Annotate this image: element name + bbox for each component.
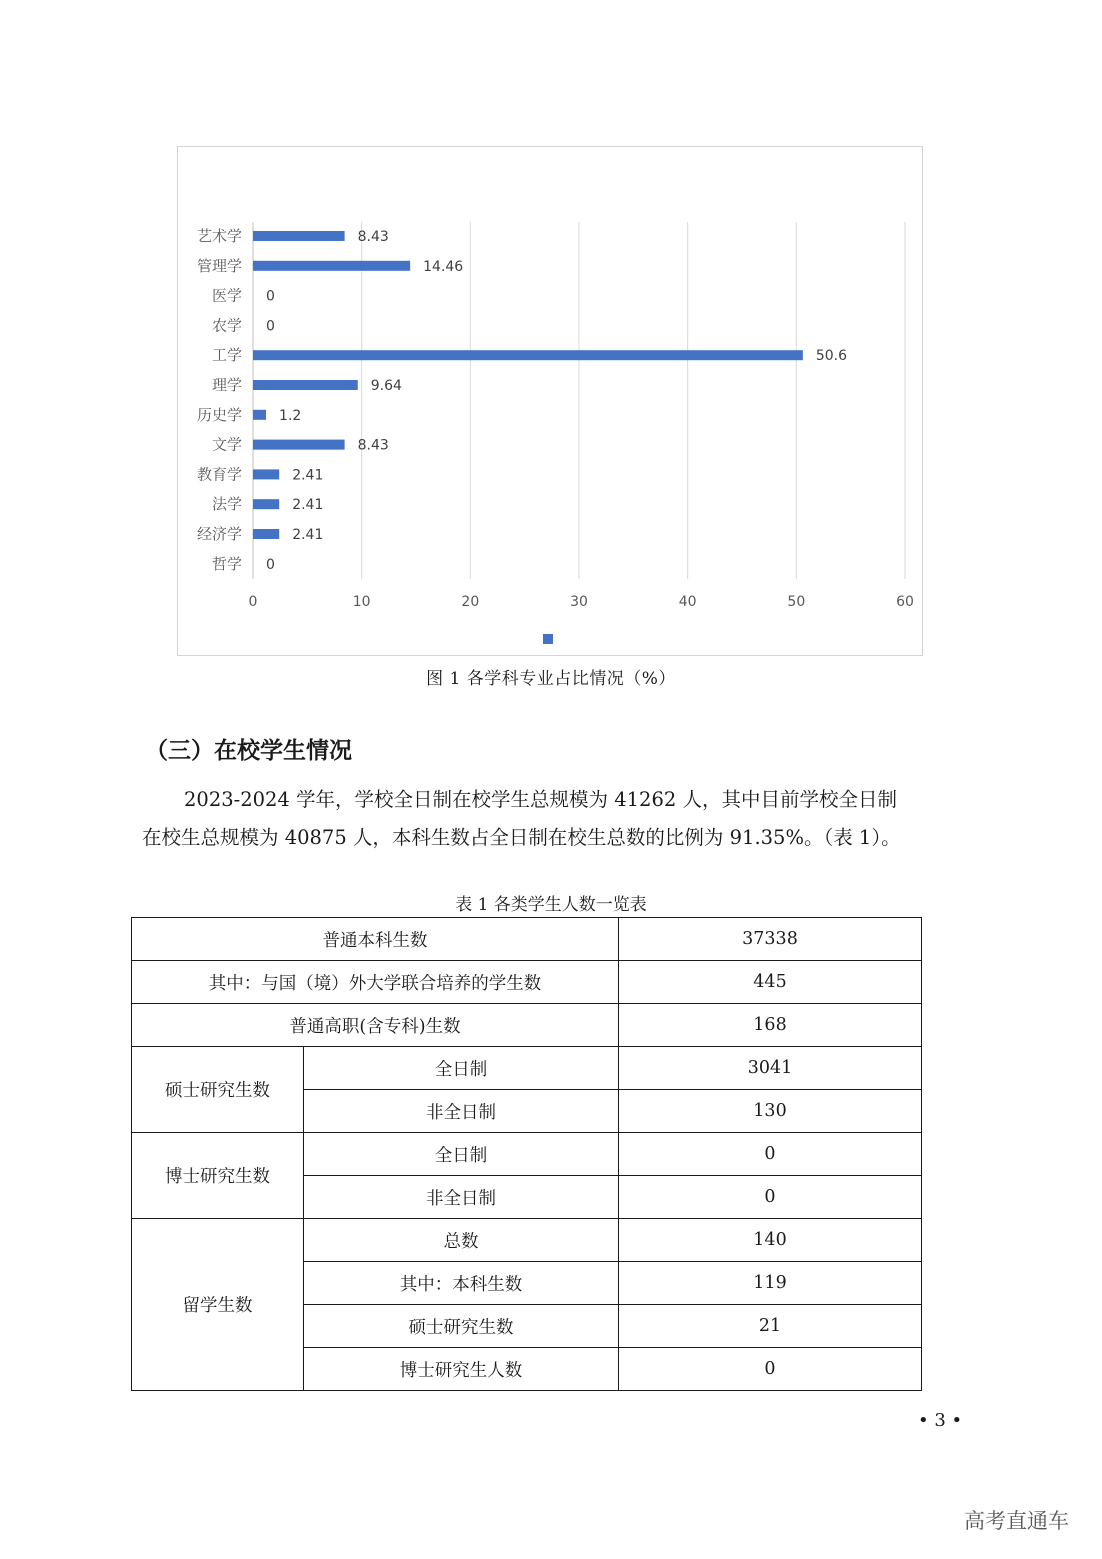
table-cell-value: 130	[619, 1090, 922, 1133]
value-label: 2.41	[292, 467, 324, 484]
x-tick-label: 20	[461, 594, 480, 610]
table-group-label: 留学生数	[132, 1219, 304, 1391]
table-cell-label: 总数	[304, 1219, 619, 1262]
table-cell-value: 0	[619, 1133, 922, 1176]
table-cell-label: 其中：与国（境）外大学联合培养的学生数	[132, 961, 619, 1004]
table-row	[132, 1219, 922, 1262]
category-label: 经济学	[196, 525, 242, 543]
table-cell-value: 0	[619, 1348, 922, 1391]
category-label: 医学	[211, 286, 242, 305]
table-cell-label: 博士研究生人数	[304, 1348, 619, 1391]
table-cell-label: 普通高职(含专科)生数	[132, 1004, 619, 1047]
table-row	[132, 1047, 922, 1090]
table-cell-value: 21	[619, 1305, 922, 1348]
value-label: 8.43	[357, 229, 389, 245]
value-label: 14.46	[423, 258, 464, 275]
x-tick-label: 60	[896, 594, 914, 610]
table-row	[132, 961, 922, 1004]
legend-marker	[543, 634, 553, 644]
category-label: 工学	[211, 346, 242, 365]
bar	[253, 469, 279, 479]
table-row	[132, 1004, 922, 1047]
table-cell-label: 非全日制	[304, 1090, 619, 1133]
bar	[253, 440, 345, 450]
table-cell-value: 37338	[619, 918, 922, 961]
table-cell-value: 168	[619, 1004, 922, 1047]
value-label: 2.41	[292, 527, 324, 543]
table-cell-label: 非全日制	[304, 1176, 619, 1219]
paragraph-line-1: 2023-2024 学年，学校全日制在校学生总规模为 41262 人，其中目前学校全日制	[184, 788, 897, 811]
table-row	[132, 918, 922, 961]
paragraph-line-2: 在校生总规模为 40875 人，本科生数占全日制在校生总数的比例为 91.35%。（表 1）。	[142, 826, 901, 849]
figure-caption: 图 1 各学科专业占比情况（%）	[426, 669, 676, 689]
category-label: 文学	[211, 435, 242, 454]
bar	[253, 410, 266, 420]
table-row	[132, 1133, 922, 1176]
bar	[253, 529, 279, 539]
table-cell-label: 其中：本科生数	[304, 1262, 619, 1305]
student-count-table	[131, 917, 922, 1391]
table-caption: 表 1 各类学生人数一览表	[455, 895, 647, 915]
value-label: 9.64	[370, 378, 402, 394]
table-cell-value: 0	[619, 1176, 922, 1219]
x-tick-label: 10	[352, 594, 371, 610]
page-number: • 3 •	[918, 1410, 963, 1431]
value-label: 2.41	[292, 497, 324, 514]
value-label: 8.43	[357, 437, 389, 454]
bar	[253, 499, 279, 509]
table-cell-value: 445	[619, 961, 922, 1004]
table-cell-value: 119	[619, 1262, 922, 1305]
value-label: 1.2	[279, 407, 302, 424]
category-label: 教育学	[196, 465, 242, 484]
table-cell-label: 普通本科生数	[132, 918, 619, 961]
category-label: 管理学	[196, 256, 242, 275]
category-label: 法学	[211, 495, 242, 514]
chart-svg	[178, 147, 924, 657]
category-label: 理学	[211, 376, 242, 394]
bar	[253, 231, 345, 241]
table-cell-label: 全日制	[304, 1047, 619, 1090]
value-label: 0	[266, 318, 275, 335]
watermark: 高考直通车	[964, 1509, 1069, 1533]
bar	[253, 261, 410, 271]
category-label: 艺术学	[196, 227, 242, 245]
bar	[253, 350, 803, 360]
table-cell-label: 全日制	[304, 1133, 619, 1176]
category-label: 历史学	[196, 405, 242, 424]
x-tick-label: 50	[787, 594, 806, 610]
value-label: 50.6	[815, 348, 848, 365]
x-tick-label: 0	[248, 594, 258, 610]
table-cell-value: 140	[619, 1219, 922, 1262]
x-tick-label: 40	[678, 594, 697, 610]
value-label: 0	[266, 288, 275, 305]
section-heading: （三）在校学生情况	[145, 738, 352, 764]
table-cell-value: 3041	[619, 1047, 922, 1090]
x-tick-label: 30	[570, 594, 588, 610]
table-group-label: 硕士研究生数	[132, 1047, 304, 1133]
table-cell-label: 硕士研究生数	[304, 1305, 619, 1348]
value-label: 0	[266, 556, 275, 573]
category-label: 哲学	[211, 554, 242, 573]
bar-chart	[177, 146, 923, 656]
table-group-label: 博士研究生数	[132, 1133, 304, 1219]
bar	[253, 380, 358, 390]
category-label: 农学	[211, 316, 242, 335]
